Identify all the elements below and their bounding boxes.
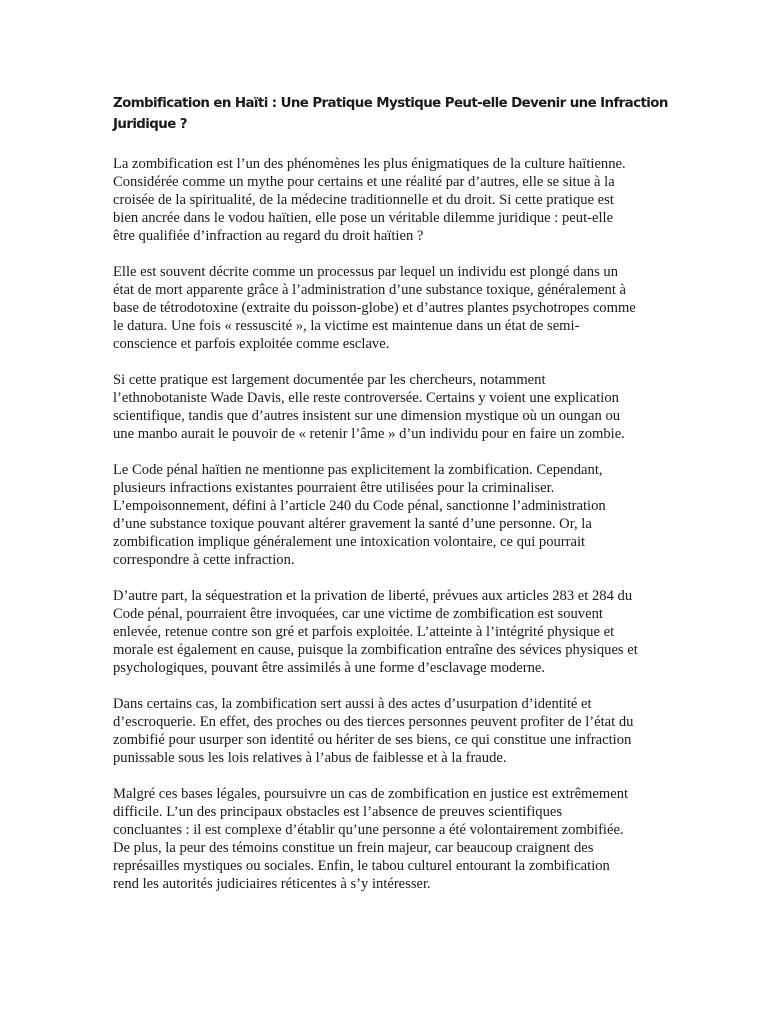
document-title: Zombification en Haïti : Une Pratique Mystique Peut-elle Devenir une Infraction Juridique ? xyxy=(113,96,668,132)
paragraph-2: Elle est souvent décrite comme un processus par lequel un individu est plongé dans un état de mort apparente grâce à l’administration d’une substance toxique, généralement à base de tétrodotoxine (extraite du poisson-globe) et d’autres plantes psychotropes comme le datura. Une fois « ressuscité », la victime est maintenue dans un état de semi- conscience et parfois exploitée comme esclave. xyxy=(113,264,636,352)
paragraph-7: Malgré ces bases légales, poursuivre un cas de zombification en justice est extrêmement difficile. L’un des principaux obstacles est l’absence de preuves scientifiques concluantes : il est complexe d’établir qu’une personne a été volontairement zombifiée. De plus, la peur des témoins constitue un frein majeur, car beaucoup craignent des représailles mystiques ou sociales. Enfin, le tabou culturel entourant la zombification rend les autorités judiciaires réticentes à s’y intéresser. xyxy=(113,786,629,892)
paragraph-4: Le Code pénal haïtien ne mentionne pas explicitement la zombification. Cependant, plusieurs infractions existantes pourraient être utilisées pour la criminaliser. L’empoisonnement, défini à l’article 240 du Code pénal, sanctionne l’administration d’une substance toxique pouvant altérer gravement la santé d’une personne. Or, la zombification implique généralement une intoxication volontaire, ce qui pourrait correspondre à cette infraction. xyxy=(113,462,606,568)
document-body xyxy=(113,155,658,911)
paragraph-6: Dans certains cas, la zombification sert aussi à des actes d’usurpation d’identité et d’escroquerie. En effet, des proches ou des tierces personnes peuvent profiter de l’état du zombifié pour usurper son identité ou hériter de ses biens, ce qui constitue une infraction punissable sous les lois relatives à l’abus de faiblesse et à la fraude. xyxy=(113,696,634,766)
paragraph-3: Si cette pratique est largement documentée par les chercheurs, notamment l’ethnobotaniste Wade Davis, elle reste controversée. Certains y voient une explication scientifique, tandis que d’autres insistent sur une dimension mystique où un oungan ou une manbo aurait le pouvoir de « retenir l’âme » d’un individu pour en faire un zombie. xyxy=(113,372,625,442)
paragraph-5: D’autre part, la séquestration et la privation de liberté, prévues aux articles 283 et 284 du Code pénal, pourraient être invoquées, car une victime de zombification est souvent enlevée, retenue contre son gré et parfois exploitée. L’atteinte à l’intégrité physique et morale est également en cause, puisque la zombification entraîne des sévices physiques et psychologiques, pouvant être assimilés à une forme d’esclavage moderne. xyxy=(113,588,638,676)
paragraph-1: La zombification est l’un des phénomènes les plus énigmatiques de la culture haïtienne. Considérée comme un mythe pour certains et une réalité par d’autres, elle se situe à la croisée de la spiritualité, de la médecine traditionnelle et du droit. Si cette pratique est bien ancrée dans le vodou haïtien, elle pose un véritable dilemme juridique : peut-elle être qualifiée d’infraction au regard du droit haïtien ? xyxy=(113,156,626,244)
